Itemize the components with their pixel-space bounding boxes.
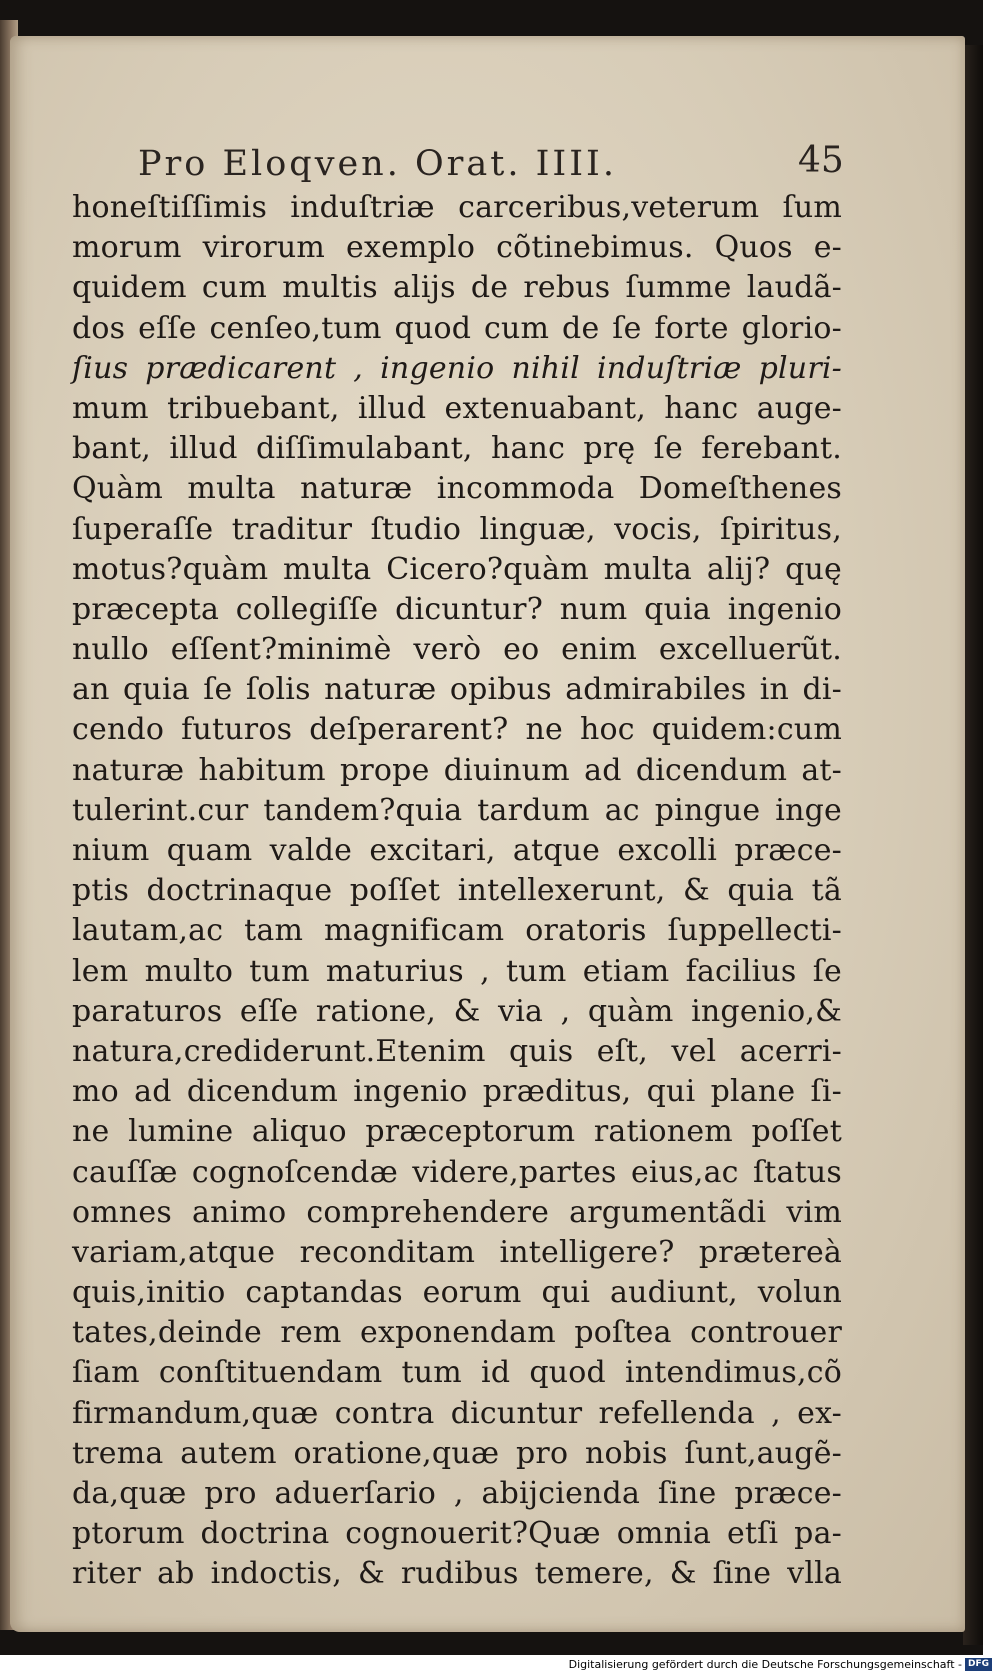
text-line: natura,crediderunt.Etenim quis eſt, vel acerri-: [72, 1033, 842, 1069]
text-line: mum tribuebant, illud extenuabant, hanc auge-: [72, 390, 842, 426]
running-head: [10, 116, 965, 184]
text-line: nullo eſſent?minimè verò eo enim excelluerũt.: [72, 632, 842, 668]
digitization-credit: [569, 1658, 992, 1671]
text-line: Quàm multa naturæ incommoda Domeſthenes: [72, 471, 842, 507]
text-line: naturæ habitum prope diuinum ad dicendum at-: [72, 752, 842, 788]
text-line: bant, illud diſſimulabant, hanc prę ſe ferebant.: [72, 431, 842, 467]
text-line: trema autem oratione,quæ pro nobis ſunt,augẽ-: [72, 1435, 842, 1471]
text-line: an quia ſe ſolis naturæ opibus admirabiles in di-: [72, 672, 842, 708]
text-line: quidem cum multis alijs de rebus ſumme laudã-: [72, 270, 842, 306]
dfg-logo: DFG: [965, 1658, 992, 1671]
text-line: dos eſſe cenſeo,tum quod cum de ſe forte glorio-: [72, 310, 842, 346]
running-head-title: Pro Eloqven. Orat. IIII.: [138, 144, 618, 184]
book-page: [10, 36, 965, 1632]
text-line: morum virorum exemplo cõtinebimus. Quos e-: [72, 230, 842, 266]
text-line: cauſſæ cognoſcendæ videre,partes eius,ac ſtatus: [72, 1154, 842, 1190]
text-line: firmandum,quæ contra dicuntur refellenda , ex-: [72, 1395, 842, 1431]
text-line: ptorum doctrina cognouerit?Quæ omnia etſi pa-: [72, 1516, 842, 1552]
text-line: ſiam conſtituendam tum id quod intendimus,cõ: [72, 1355, 842, 1391]
text-line: tulerint.cur tandem?quia tardum ac pingue inge: [72, 792, 842, 828]
text-line: omnes animo comprehendere argumentãdi vim: [72, 1194, 842, 1230]
text-line: variam,atque reconditam intelligere? prætereà: [72, 1234, 842, 1270]
text-line: lautam,ac tam magnificam oratoris ſuppellecti-: [72, 913, 842, 949]
text-line: mo ad dicendum ingenio præditus, qui plane ſi-: [72, 1074, 842, 1110]
text-line: ptis doctrinaque poſſet intellexerunt, & quia tã: [72, 873, 842, 909]
page-number: 45: [798, 140, 844, 181]
text-line: motus?quàm multa Cicero?quàm multa alij? quę: [72, 551, 842, 587]
text-line: paraturos eſſe ratione, & via , quàm ingenio,&: [72, 993, 842, 1029]
text-line: præcepta collegiſſe dicuntur? num quia ingenio: [72, 591, 842, 627]
text-line: lem multo tum maturius , tum etiam facilius ſe: [72, 953, 842, 989]
text-line: cendo futuros deſperarent? ne hoc quidem:cum: [72, 712, 842, 748]
text-line: tates,deinde rem exponendam poſtea controuer: [72, 1315, 842, 1351]
credit-text: Digitalisierung gefördert durch die Deutsche Forschungsgemeinschaft -: [568, 1658, 962, 1671]
text-line: honeſtiſſimis induſtriæ carceribus,veterum ſum: [72, 190, 842, 225]
body-text: [72, 188, 842, 1595]
text-line: riter ab indoctis, & rudibus temere, & ſine vlla: [72, 1556, 842, 1592]
text-line: nium quam valde excitari, atque excolli præce-: [72, 833, 842, 868]
text-line: da,quæ pro aduerſario , abijcienda ſine præce-: [72, 1476, 842, 1511]
text-line: quis,initio captandas eorum qui audiunt, volun: [72, 1275, 842, 1311]
text-line: ſius prædicarent , ingenio nihil induſtriæ pluri-: [72, 350, 842, 386]
text-line: ne lumine aliquo præceptorum rationem poſſet: [72, 1114, 842, 1150]
text-line: ſuperaſſe traditur ſtudio linguæ, vocis, ſpiritus,: [72, 511, 842, 547]
page-right-shadow: [963, 45, 983, 1645]
